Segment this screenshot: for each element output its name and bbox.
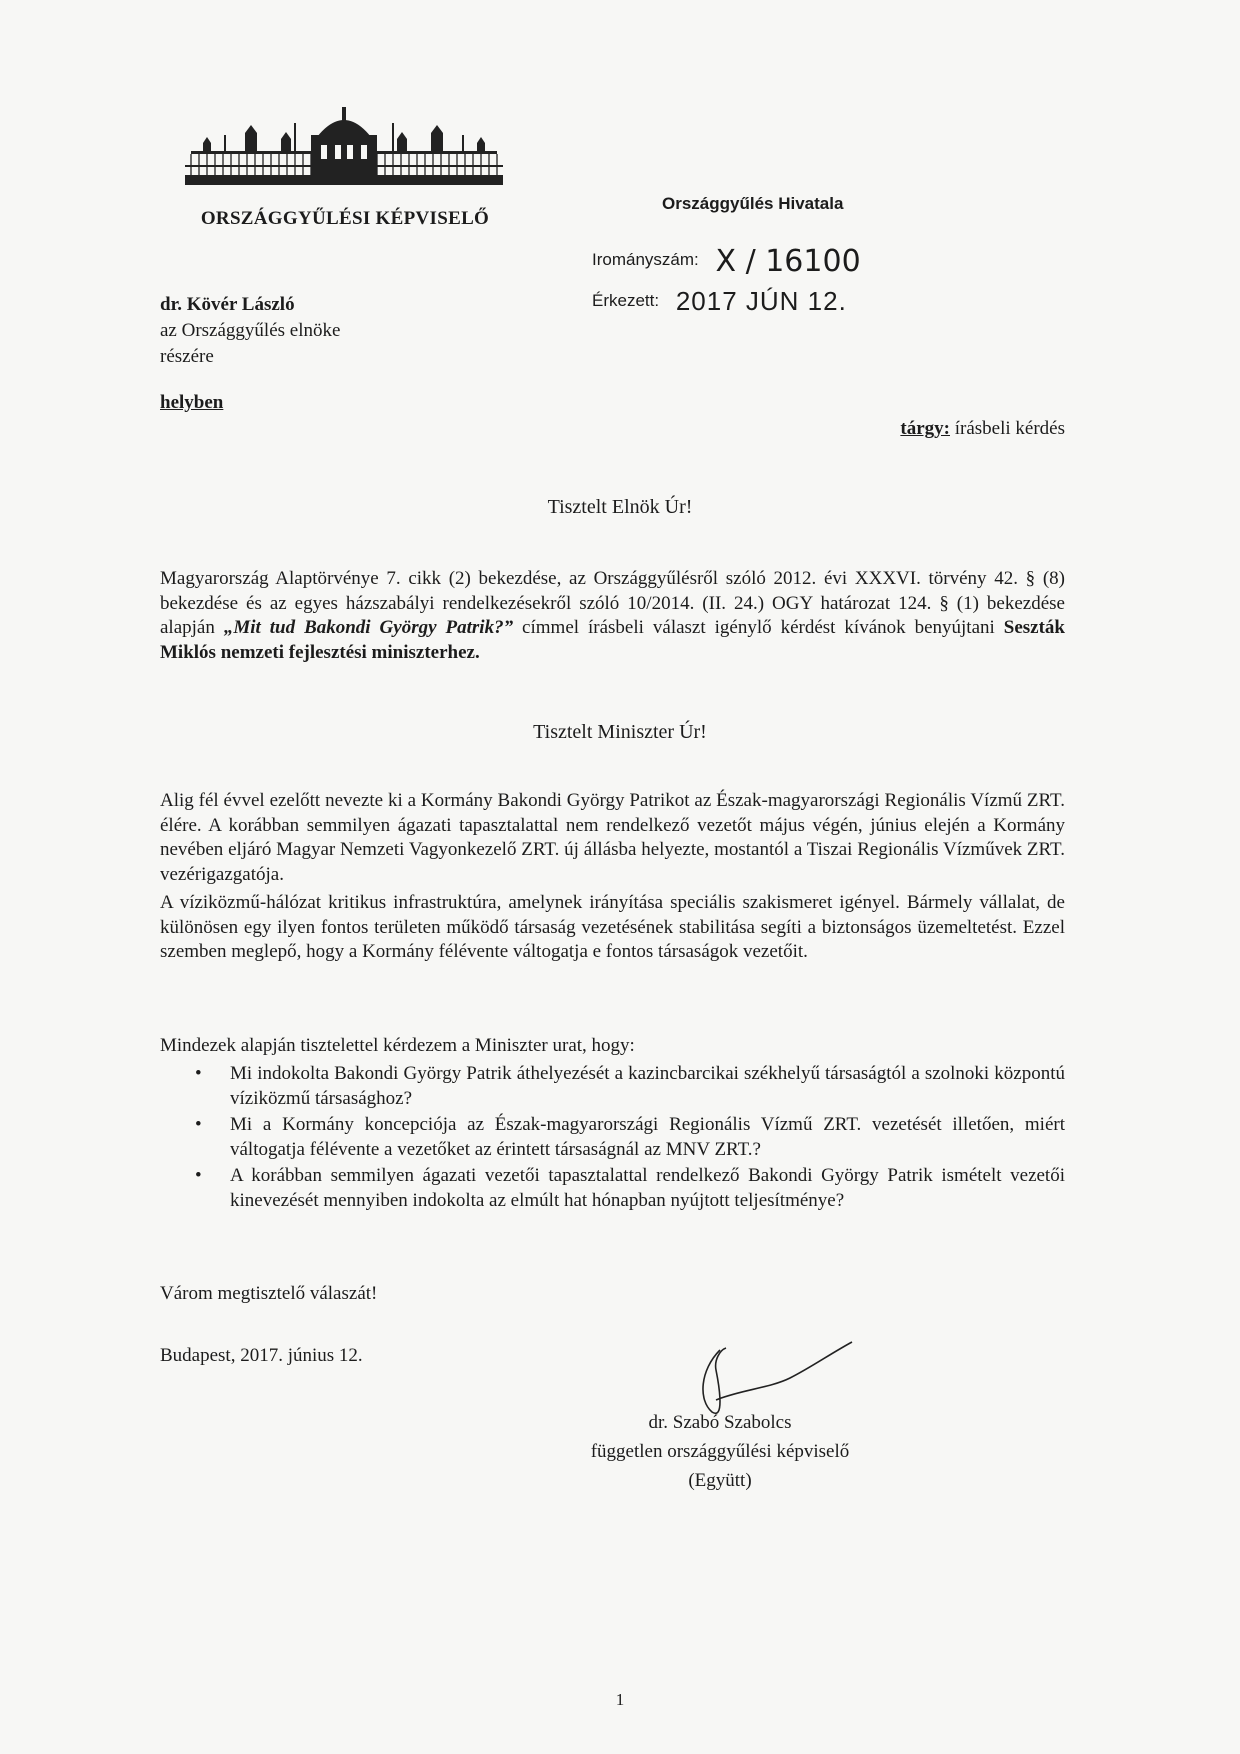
list-item: • A korábban semmilyen ágazati vezetői tapasztalattal rendelkező Bakondi György Patrik ismételt vezetői kinevezését mennyiben indokolta az elmúlt hat hónapban nyújtott teljesítménye? [160,1164,1065,1213]
intro-paragraph [160,567,1065,665]
subject-label: tárgy: [900,418,950,439]
salutation-minister: Tisztelt Miniszter Úr! [533,721,707,743]
signer-role: független országgyűlési képviselő [590,1441,850,1462]
body-paragraph-1: Alig fél évvel ezelőtt nevezte ki a Kormány Bakondi György Patrikot az Észak-magyarországi Regionális Vízmű ZRT. élére. A korábban semmilyen ágazati tapasztalattal nem rendelkező vezetőt május végén, június elején a Kormány nevében eljáró Magyar Nemzeti Vagyonkezelő ZRT. új állásba helyezte, mostantól a Tiszai Regionális Vízművek ZRT. vezérigazgatója. [160,790,1065,885]
signature-icon [690,1330,860,1420]
subject-value: írásbeli kérdés [954,418,1065,439]
recipient-title: az Országgyűlés elnöke [160,320,341,341]
iromanyszam-value: X / 16100 [715,244,861,279]
iromanyszam-label: Irományszám: [592,250,699,269]
question-list [160,1062,1065,1215]
recipient-name: dr. Kövér László [160,294,295,315]
body-paragraph-2: A víziközmű-hálózat kritikus infrastruktúra, amelynek irányítása speciális szakismeret igényel. Bármely vállalat, de különösen egy ilyen fontos területen működő társaság vezetésének stabilitása segíti a biztonságos üzemeltetést. Ezzel szemben meglepő, hogy a Kormány félévente váltogatja e fontos társaságok vezetőit. [160,892,1065,962]
addressed-minister: Seszták Miklós nemzeti fejlesztési miniszterhez. [160,617,1065,663]
list-item: • Mi indokolta Bakondi György Patrik áthelyezését a kazincbarcikai székhelyű társaságtól a szolnoki központú víziközmű társasághoz? [160,1062,1065,1111]
stamp-title: Országgyűlés Hivatala [662,194,844,213]
helyben-label: helyben [160,392,224,413]
recipient-for: részére [160,346,214,367]
question-title: „Mit tud Bakondi György Patrik?” [223,617,514,638]
salutation-speaker: Tisztelt Elnök Úr! [547,496,693,518]
question-intro: Mindezek alapján tisztelettel kérdezem a Miniszter urat, hogy: [160,1035,635,1056]
signer-block [560,1408,880,1495]
erkezett-label: Érkezett: [592,291,660,310]
letterhead-title: ORSZÁGGYŰLÉSI KÉPVISELŐ [200,208,490,229]
signer-name: dr. Szabó Szabolcs [648,1412,792,1433]
page-number: 1 [615,1690,625,1709]
closing-line: Várom megtisztelő válaszát! [160,1283,378,1304]
erkezett-date: 2017 JÚN 12. [675,286,847,316]
intro-text-1: Magyarország Alaptörvénye 7. cikk (2) bekezdése, az Országgyűlésről szóló 2012. évi XXXVI. törvény 42. § (8) bekezdése és az egyes házszabályi rendelkezésekről szóló 10/2014. (II. 24.) OGY határozat 124. § (1) bekezdése alapján [160,568,1065,638]
signer-party: (Együtt) [688,1470,752,1491]
place-date: Budapest, 2017. június 12. [160,1345,363,1366]
erkezett-row [592,282,847,316]
intro-text-2: címmel írásbeli választ igénylő kérdést kívánok benyújtani [513,617,1004,638]
list-item: • Mi a Kormány koncepciója az Észak-magyarországi Regionális Vízmű ZRT. vezetését illetően, miért váltogatja félévente a vezetőket az érintett társaságnál az MNV ZRT.? [160,1113,1065,1162]
parliament-logo-icon [185,105,503,191]
recipient-block [160,292,340,370]
iromanyszam-row [592,238,861,279]
subject-line [900,418,1065,440]
